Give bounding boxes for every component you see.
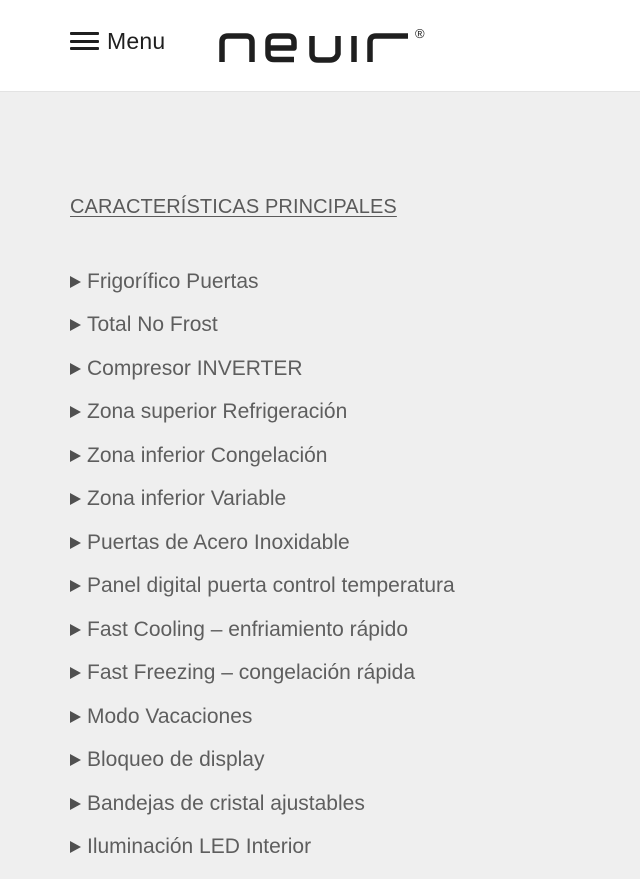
- feature-item: [70, 434, 455, 478]
- hamburger-icon: [70, 31, 99, 51]
- nevir-logo-icon: [218, 24, 434, 66]
- feature-label: Zona inferior Congelación: [87, 443, 328, 467]
- triangle-right-icon: [70, 711, 81, 723]
- menu-label: Menu: [107, 27, 166, 54]
- triangle-right-icon: [70, 406, 81, 418]
- feature-item: [70, 347, 455, 391]
- feature-label: Modo Vacaciones: [87, 704, 253, 728]
- triangle-right-icon: [70, 667, 81, 679]
- feature-item: [70, 304, 455, 348]
- triangle-right-icon: [70, 319, 81, 331]
- triangle-right-icon: [70, 493, 81, 505]
- triangle-right-icon: [70, 798, 81, 810]
- nevir-logo[interactable]: [218, 24, 434, 66]
- feature-label: Zona inferior Variable: [87, 487, 287, 511]
- features-list: [70, 260, 455, 869]
- feature-item: [70, 521, 455, 565]
- triangle-right-icon: [70, 580, 81, 592]
- feature-label: Zona superior Refrigeración: [87, 400, 348, 424]
- feature-label: Fast Cooling – enfriamiento rápido: [87, 617, 409, 641]
- feature-item: [70, 782, 455, 826]
- triangle-right-icon: [70, 841, 81, 853]
- svg-text:®: ®: [415, 26, 425, 41]
- feature-item: [70, 565, 455, 609]
- triangle-right-icon: [70, 537, 81, 549]
- menu-button[interactable]: [70, 26, 165, 56]
- feature-label: Panel digital puerta control temperatura: [87, 574, 455, 598]
- feature-item: [70, 695, 455, 739]
- triangle-right-icon: [70, 624, 81, 636]
- feature-label: Compresor INVERTER: [87, 356, 303, 380]
- feature-label: Iluminación LED Interior: [87, 835, 312, 859]
- feature-label: Total No Frost: [87, 313, 218, 337]
- triangle-right-icon: [70, 450, 81, 462]
- site-header: [0, 0, 640, 92]
- feature-item: [70, 478, 455, 522]
- section-title: CARACTERÍSTICAS PRINCIPALES: [70, 196, 397, 218]
- triangle-right-icon: [70, 754, 81, 766]
- feature-item: [70, 260, 455, 304]
- triangle-right-icon: [70, 363, 81, 375]
- triangle-right-icon: [70, 276, 81, 288]
- feature-label: Puertas de Acero Inoxidable: [87, 530, 350, 554]
- feature-item: [70, 739, 455, 783]
- feature-label: Bloqueo de display: [87, 748, 265, 772]
- feature-label: Bandejas de cristal ajustables: [87, 791, 365, 815]
- feature-label: Frigorífico Puertas: [87, 269, 259, 293]
- feature-item: [70, 608, 455, 652]
- feature-item: [70, 652, 455, 696]
- feature-label: Fast Freezing – congelación rápida: [87, 661, 416, 685]
- feature-item: [70, 391, 455, 435]
- feature-item: [70, 826, 455, 870]
